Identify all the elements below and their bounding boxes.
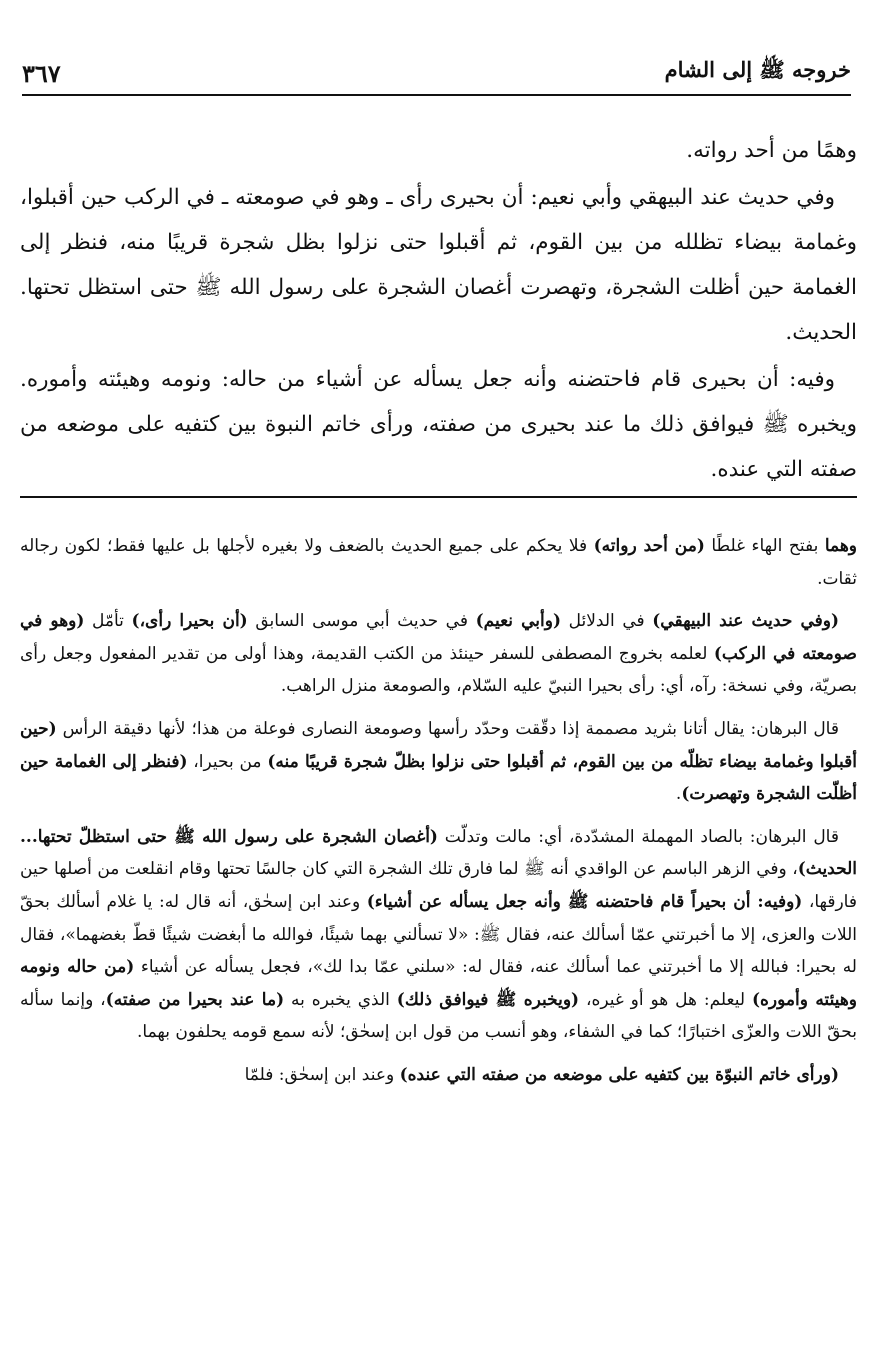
commentary-bold: (من حاله ونومه وهيئته وأموره) bbox=[20, 957, 858, 1010]
commentary-paragraph-5 bbox=[20, 1059, 857, 1092]
main-paragraph-1: وهمًا من أحد رواته. bbox=[686, 138, 857, 163]
commentary-bold: (وفيه: أن بحيراً قام فاحتضنه ﷺ وأنه جعل يسأله عن أشياء) bbox=[366, 891, 803, 912]
commentary-paragraph-4 bbox=[20, 821, 857, 1049]
main-paragraph-3: وفيه: أن بحيرى قام فاحتضنه وأنه جعل يسأله عن أشياء من حاله: ونومه وهيئته وأموره. ويخبره ﷺ فيوافق ذلك ما عند بحيرى من صفته، ورأى خاتم النبوة بين كتفيه على موضعه من صفته التي عنده. bbox=[20, 367, 857, 482]
commentary-bold: (وهو في صومعته في الركب) bbox=[20, 611, 857, 664]
main-text bbox=[20, 128, 857, 492]
running-header bbox=[22, 50, 851, 96]
commentary-bold: (ما عند بحيرا من صفته) bbox=[105, 989, 285, 1010]
commentary-bold: (ويخبره ﷺ فيوافق ذلك) bbox=[396, 989, 580, 1010]
commentary-bold: (وفي حديث عند البيهقي) bbox=[652, 611, 840, 632]
commentary-text: لعلمه بخروج المصطفى للسفر حينئذ من الكتب القديمة، وهذا أولى من تقدير المفعول وجعل رأى بصريّة، وفي نسخة: رآه، أي: رأى بحيرا النبيّ عليه السّلام، والصومعة منزل الراهب. bbox=[20, 643, 857, 697]
commentary-section bbox=[20, 530, 857, 1102]
footnote-separator bbox=[20, 496, 857, 498]
commentary-text: في حديث أبي موسى السابق bbox=[247, 611, 476, 632]
commentary-bold: (وأبي نعيم) bbox=[475, 611, 562, 632]
commentary-text: ، وإنما سأله بحقّ اللات والعزّى اختبارًا؛ كما في الشفاء، وهو أنسب من قول ابن إسحٰق؛ لأنه سمع قومه يحلفون بهما. bbox=[20, 989, 857, 1043]
commentary-paragraph-3 bbox=[20, 713, 857, 811]
commentary-text: من بحيرا، bbox=[187, 751, 268, 772]
commentary-text: ، وفي الزهر الباسم عن الواقدي أنه ﷺ لما فارق تلك الشجرة التي كان جالسًا تحتها وقام انقلعت من أصلها حين فارقها، bbox=[20, 859, 857, 912]
commentary-text: الذي يخبره به bbox=[284, 989, 397, 1010]
commentary-text: بفتح الهاء غلطًا bbox=[704, 536, 825, 556]
commentary-text: فلا يحكم على جميع الحديث بالضعف ولا بغيره لأجلها بل عليها فقط؛ لكون رجاله ثقات. bbox=[20, 536, 857, 589]
main-paragraph-2: وفي حديث عند البيهقي وأبي نعيم: أن بحيرى رأى ـ وهو في صومعته ـ في الركب حين أقبلوا، وغمامة بيضاء تظلله من بين القوم، ثم أقبلوا حتى نزلوا بظل شجرة قريبًا منه، فنظر إلى الغمامة حين أظلت الشجرة، وتهصرت أغصان الشجرة على رسول الله ﷺ حتى استظل تحتها. الحديث. bbox=[20, 185, 857, 345]
commentary-text: تأمّل bbox=[84, 611, 132, 632]
commentary-text: . bbox=[675, 784, 682, 805]
commentary-bold: وهما bbox=[824, 536, 857, 556]
commentary-text: وعند ابن إسحٰق، أنه قال له: يا غلام أسألك بحقّ اللات والعزى، إلا ما أخبرتني عمّا أسألك عنه، فقال ﷺ: «لا تسألني بهما شيئًا، فوالله ما أبغضت شيئًا قطّ بغضهما»، فقال له بحيرا: فبالله إلا ما أخبرتني عما أسألك عنه، فقال له: «سلني عمّا بدا لك»، فجعل يسأله عن أشياء bbox=[20, 891, 857, 978]
commentary-bold: (أن بحيرا رأى،) bbox=[131, 611, 248, 632]
commentary-bold: (حين أقبلوا وغمامة بيضاء تظلّه من بين القوم، ثم أقبلوا حتى نزلوا بظلّ شجرة قريبًا منه) bbox=[20, 718, 857, 772]
commentary-text: قال البرهان: يقال أتانا بثريد مصممة إذا دقّقت وحدّد رأسها وصومعة النصارى فوعلة من هذا؛ لأنها دقيقة الرأس bbox=[56, 718, 839, 739]
page-number: ٣٦٧ bbox=[22, 59, 61, 88]
commentary-bold: (من أحد رواته) bbox=[593, 536, 705, 556]
commentary-text: في الدلائل bbox=[561, 611, 653, 632]
commentary-text: ليعلم: هل هو أو غيره، bbox=[579, 989, 752, 1010]
commentary-text: وعند ابن إسحٰق: فلمّا bbox=[244, 1064, 400, 1085]
commentary-bold: (أغصان الشجرة على رسول الله ﷺ حتى استظلّ تحتها... الحديث) bbox=[20, 826, 857, 880]
commentary-paragraph-1 bbox=[20, 530, 857, 595]
commentary-bold: (ورأى خاتم النبوّة بين كتفيه على موضعه من صفته التي عنده) bbox=[399, 1064, 839, 1085]
commentary-paragraph-2 bbox=[20, 605, 857, 703]
commentary-text: قال البرهان: بالصاد المهملة المشدّدة، أي: مالت وتدلّت bbox=[437, 826, 839, 847]
chapter-title: خروجه ﷺ إلى الشام bbox=[664, 57, 851, 82]
commentary-bold: (فنظر إلى الغمامة حين أظلّت الشجرة وتهصرت) bbox=[20, 751, 857, 805]
